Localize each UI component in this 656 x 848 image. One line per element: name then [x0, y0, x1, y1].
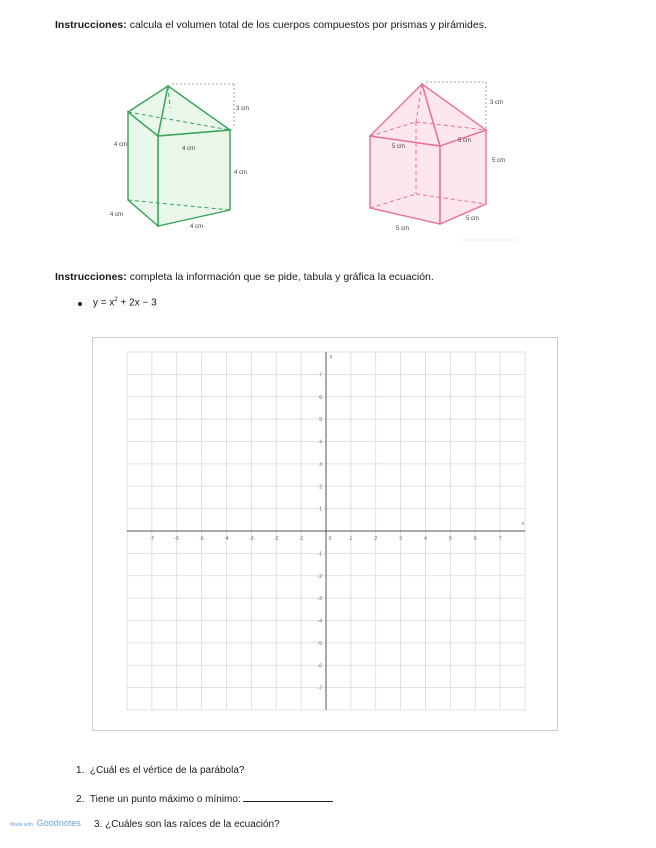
y-tick-label: 6 [319, 394, 322, 401]
instruction-volume [55, 19, 487, 32]
x-tick-label: -1 [298, 536, 304, 542]
equation [93, 297, 157, 308]
green-label-bottom-left: 4 cm [110, 212, 124, 218]
instruction-graph-text: completa la información que se pide, tabula y gráfica la ecuación. [126, 271, 434, 283]
pink-label-bottom-mid: 5 cm [396, 226, 410, 232]
green-composite-figure [110, 78, 270, 238]
pink-label-left-slant: 5 cm [392, 144, 406, 150]
y-tick-label: 3 [319, 461, 322, 468]
pink-label-right-slant: 5 cm [458, 138, 472, 144]
x-tick-label: 5 [448, 536, 452, 542]
y-tick-label: 7 [319, 372, 322, 379]
pink-label-bottom-right: 5 cm [466, 216, 480, 222]
y-axis-label: y [329, 354, 333, 360]
question-3 [94, 819, 280, 830]
question-1-text: ¿Cuál es el vértice de la parábola? [89, 765, 245, 776]
pink-label-top-height: 3 cm [490, 100, 504, 106]
x-tick-label: 3 [399, 536, 403, 542]
y-tick-label: 2 [319, 484, 322, 491]
instruction-graph [55, 271, 434, 284]
question-3-number: 3. [94, 819, 103, 830]
question-2-number: 2. [76, 794, 85, 805]
y-tick-label: -2 [317, 573, 322, 580]
y-tick-label: -6 [317, 663, 322, 670]
pink-composite-figure [362, 78, 522, 243]
x-tick-label: 7 [498, 536, 502, 542]
y-tick-label: -1 [317, 551, 322, 558]
y-tick-label: 4 [319, 439, 322, 446]
goodnotes-watermark [10, 818, 81, 828]
y-tick-label: -7 [317, 685, 322, 692]
y-tick-label: -3 [317, 596, 322, 603]
green-label-left-top: 4 cm [114, 142, 128, 148]
question-2 [76, 792, 333, 805]
green-label-bottom-mid: 4 cm [190, 224, 204, 230]
equation-rhs: + 2x − 3 [117, 297, 157, 309]
instruction-graph-bold: Instrucciones: [55, 271, 127, 283]
y-tick-label: 1 [319, 506, 322, 513]
instruction-volume-bold: Instrucciones: [55, 19, 127, 31]
watermark-made-with: Made with [10, 822, 33, 828]
x-tick-label: -7 [149, 536, 155, 542]
question-2-text: Tiene un punto máximo o mínimo: [89, 794, 241, 805]
coordinate-grid [93, 338, 557, 730]
x-tick-label-0: 0 [328, 536, 332, 542]
question-3-text: ¿Cuáles son las raíces de la ecuación? [105, 819, 280, 830]
question-1-number: 1. [76, 765, 85, 776]
green-label-mid-top: 4 cm [182, 146, 196, 152]
question-1 [76, 765, 244, 776]
green-label-right-height: 4 cm [234, 170, 248, 176]
x-axis-label: x [521, 521, 525, 527]
x-tick-label: 2 [374, 536, 378, 542]
x-tick-label: 6 [473, 536, 477, 542]
y-tick-label: -5 [317, 640, 322, 647]
instruction-volume-text: calcula el volumen total de los cuerpos compuestos por prismas y pirámides. [126, 19, 487, 31]
x-tick-label: -2 [274, 536, 279, 542]
y-tick-label: -4 [317, 618, 322, 625]
x-tick-label: -6 [174, 536, 179, 542]
x-tick-label: -5 [199, 536, 204, 542]
answer-blank[interactable] [243, 792, 333, 802]
equation-exponent: 2 [114, 297, 118, 303]
x-tick-label: 4 [424, 536, 427, 542]
x-tick-label: 1 [349, 536, 353, 542]
equation-lhs: y = x [93, 297, 115, 309]
x-tick-label: -4 [224, 536, 229, 542]
y-tick-label: 5 [319, 417, 322, 424]
equation-bullet [78, 302, 82, 306]
x-tick-label: -3 [249, 536, 254, 542]
graph-frame [92, 337, 558, 731]
watermark-brand: Goodnotes [36, 818, 81, 828]
green-label-top-height: 3 cm [236, 106, 250, 112]
pink-label-right-height: 5 cm [492, 158, 506, 164]
